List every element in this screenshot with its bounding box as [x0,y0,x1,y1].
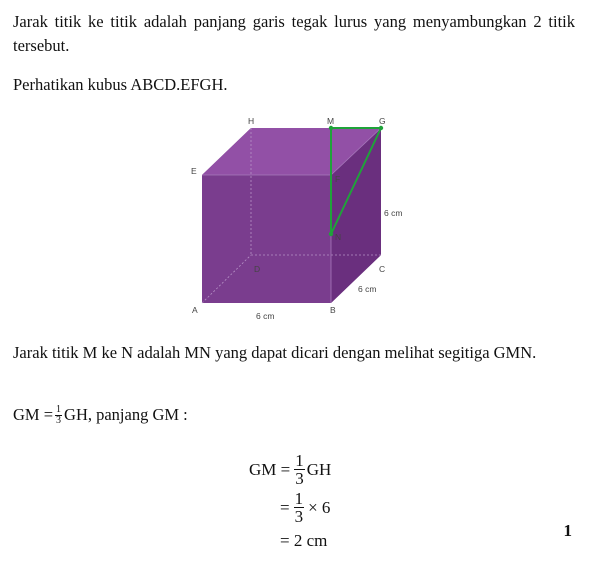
label-c: C [379,264,386,274]
formula-frac-den: 3 [56,414,62,426]
cube-figure [185,113,420,328]
calc-line2-rhs: × 6 [308,497,331,517]
formula-fraction [55,405,62,426]
explanation-paragraph: Jarak titik M ke N adalah MN yang dapat dicari dengan melihat segitiga GMN. [13,343,537,362]
calc-line1-den: 3 [295,469,304,488]
label-g: G [379,116,386,126]
calc-line1-lhs: GM = [249,459,291,479]
point-n [329,232,333,236]
page-number: 1 [563,521,572,540]
calc-line2-eq: = [280,497,290,517]
calc-line-3: = 2 cm [280,531,328,550]
attention-paragraph: Perhatikan kubus ABCD.EFGH. [13,75,228,94]
label-f: F [335,174,341,184]
label-b: B [330,305,336,315]
formula-lhs: GM = [13,405,54,424]
formula-frac-num: 1 [56,403,62,415]
label-vertical-edge: 6 cm [384,208,403,218]
calc-line2-fraction [294,490,305,525]
label-h: H [248,116,255,126]
label-front-edge: 6 cm [256,311,275,321]
calc-line1-rhs: GH [306,459,332,479]
label-n: N [335,232,342,242]
label-side-edge: 6 cm [358,284,377,294]
calc-line-1 [249,452,331,487]
point-g [379,126,383,130]
label-e: E [191,166,197,176]
calc-line2-num: 1 [294,489,304,508]
definition-paragraph: Jarak titik ke titik adalah panjang garis tegak lurus yang menyambungkan 2 titik tersebut. [13,12,575,55]
formula-rhs: GH, panjang GM : [64,405,188,424]
label-m: M [327,116,335,126]
formula-line [13,403,575,427]
label-d: D [254,264,261,274]
calc-line1-num: 1 [295,451,304,470]
label-a: A [192,305,198,315]
calc-line1-fraction [294,452,305,487]
calc-line-2 [280,490,330,525]
calc-line2-den: 3 [294,507,304,526]
point-m [329,126,333,130]
